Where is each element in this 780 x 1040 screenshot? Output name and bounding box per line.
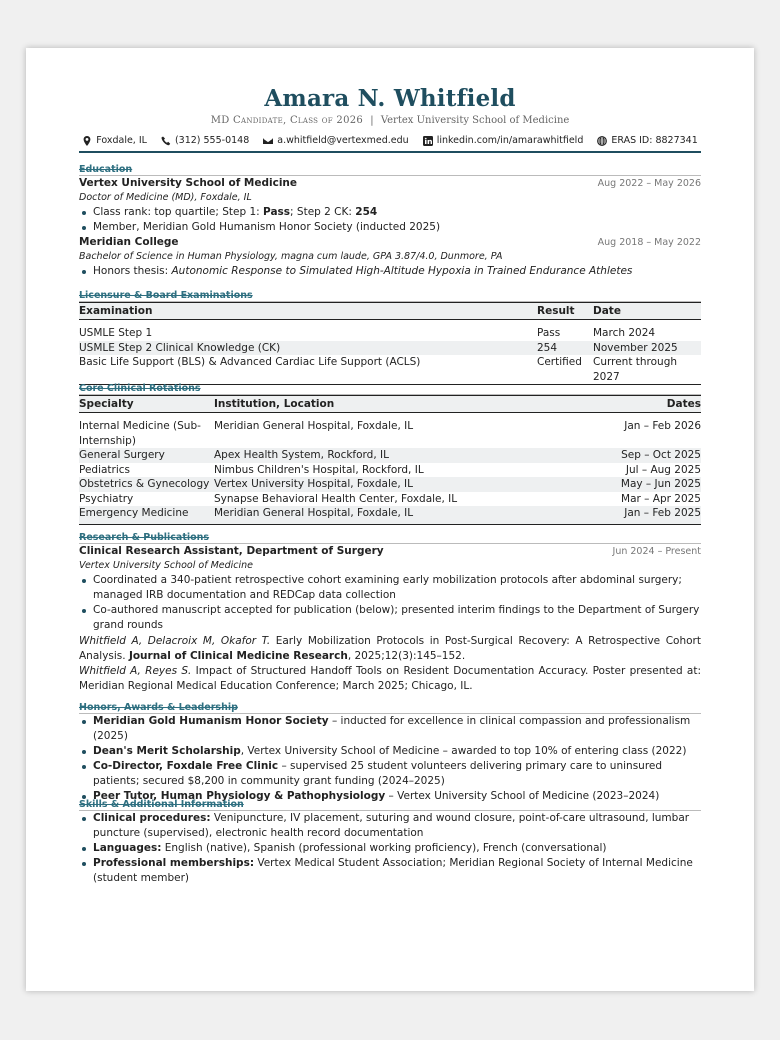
table-cell: Meridian General Hospital, Foxdale, IL — [214, 506, 591, 524]
column-header: Dates — [591, 396, 701, 413]
education-dates: Aug 2018 – May 2022 — [597, 237, 701, 248]
pub-citation: , 2025;12(3):145–152. — [347, 650, 466, 662]
table-row — [79, 448, 701, 463]
thesis-title: Autonomic Response to Simulated High-Altitude Hypoxia in Trained Endurance Athletes — [171, 265, 633, 277]
table-cell: November 2025 — [593, 341, 701, 356]
list-item: Co-authored manuscript accepted for publication (below); presented interim findings to the Department of Surgery grand rounds — [93, 604, 700, 631]
bullet-text: Class rank: top quartile; Step 1: — [93, 206, 264, 218]
table-cell: Jan – Feb 2025 — [591, 506, 701, 524]
table-row — [79, 326, 701, 341]
pub-journal: Journal of Clinical Medicine Research — [128, 650, 348, 662]
column-header: Result — [537, 303, 593, 320]
honors-list — [79, 714, 701, 804]
skill-label: Clinical procedures: — [93, 812, 211, 824]
education-dates: Aug 2022 – May 2026 — [597, 178, 701, 189]
honor-detail: – Vertex University School of Medicine (2023–2024) — [385, 790, 660, 802]
phone-icon — [161, 136, 171, 146]
header-rule — [79, 151, 701, 153]
section-title: Research & Publications — [79, 532, 701, 544]
column-header: Institution, Location — [214, 396, 591, 413]
eras-text: ERAS ID: 8827341 — [611, 135, 698, 146]
pub-authors: Whitfield A, Reyes S. — [79, 665, 192, 677]
degree-part: Bachelor of Science in Human Physiology, — [79, 251, 281, 262]
contact-email[interactable] — [263, 135, 408, 146]
school-name: Meridian College — [79, 236, 179, 248]
globe-icon — [597, 136, 607, 146]
candidate-school: Vertex University School of Medicine — [380, 115, 570, 126]
bullet-text: ; Step 2 CK: — [290, 206, 356, 218]
pub-title: Impact of Structured Handoff Tools on Resident Documentation Accuracy. Poster presented at: Meridian Regional Medical Education Conference; March 2025; Chicago, IL. — [79, 665, 701, 692]
list-item: Coordinated a 340-patient retrospective cohort examining early mobilization protocols after abdominal surgery; managed IRB documentation and REDCap data collection — [93, 573, 701, 603]
honor-name: Co-Director, Foxdale Free Clinic — [93, 760, 279, 772]
linkedin-icon — [423, 136, 433, 146]
list-item — [93, 811, 701, 841]
publication-2 — [79, 664, 701, 694]
table-row — [79, 477, 701, 492]
honor-detail: – supervised 25 student volunteers delivering primary care to uninsured patients; secured $8,200 in community grant funding (2024–2025) — [93, 760, 663, 787]
skills-section — [79, 799, 701, 886]
table-cell: Vertex University Hospital, Foxdale, IL — [214, 477, 591, 492]
contact-bar — [79, 135, 701, 146]
research-section — [79, 532, 701, 694]
contact-phone — [161, 135, 249, 146]
step1-result: Pass — [263, 206, 291, 218]
table-cell: 254 — [537, 341, 593, 356]
list-item — [93, 205, 701, 220]
list-item — [93, 841, 701, 856]
rotations-table — [79, 395, 701, 525]
table-cell: Certified — [537, 355, 593, 385]
step2-score: 254 — [355, 206, 378, 218]
section-title: Education — [79, 164, 701, 176]
skill-detail: English (native), Spanish (professional working proficiency), French (conversational) — [161, 842, 607, 854]
table-header-row — [79, 303, 701, 320]
school-name: Vertex University School of Medicine — [79, 177, 298, 189]
column-header: Examination — [79, 303, 537, 320]
pub-title: Early Mobilization Protocols in Post-Surgical Recovery: A Retrospective Cohort Analysis. — [79, 635, 701, 662]
honor-detail: – inducted for excellence in clinical compassion and professionalism (2025) — [93, 715, 691, 742]
email-text[interactable]: a.whitfield@vertexmed.edu — [277, 135, 409, 146]
candidate-subtitle — [79, 115, 701, 126]
research-org: Vertex University School of Medicine — [79, 560, 254, 571]
table-cell: Pass — [537, 327, 561, 339]
skill-detail: Venipuncture, IV placement, suturing and wound closure, point-of-care ultrasound, lumbar puncture (supervised), electronic health record documentation — [93, 812, 690, 839]
candidate-title: MD Candidate, Class of 2026 — [210, 115, 364, 126]
table-cell: Synapse Behavioral Health Center, Foxdale, IL — [214, 492, 458, 505]
table-cell: Apex Health System, Rockford, IL — [214, 448, 591, 463]
list-item — [93, 759, 701, 789]
honor-name: Dean's Merit Scholarship — [93, 745, 241, 757]
education-bullets — [79, 264, 701, 279]
table-row — [79, 341, 701, 356]
list-item — [93, 264, 701, 279]
research-dates: Jun 2024 – Present — [612, 546, 701, 557]
table-row — [79, 463, 701, 478]
table-cell: Internal Medicine (Sub-Internship) — [79, 420, 201, 447]
table-cell: Pediatrics — [79, 463, 131, 476]
phone-text: (312) 555-0148 — [174, 135, 250, 146]
education-bullets — [79, 205, 701, 235]
map-pin-icon — [82, 136, 92, 146]
section-title: Licensure & Board Examinations — [79, 290, 701, 302]
list-item: Member, Meridian Gold Humanism Honor Society (inducted 2025) — [93, 220, 701, 235]
table-cell: Jan – Feb 2026 — [624, 420, 701, 432]
table-row — [79, 355, 701, 385]
licensure-table — [79, 302, 701, 385]
table-cell: Emergency Medicine — [79, 506, 214, 524]
table-cell: Mar – Apr 2025 — [621, 492, 701, 505]
list-item — [93, 714, 701, 744]
candidate-name: Amara N. Whitfield — [264, 85, 516, 112]
table-row — [79, 506, 701, 524]
table-cell: Obstetrics & Gynecology — [79, 477, 214, 492]
research-role-row — [79, 544, 701, 559]
table-cell: May – Jun 2025 — [591, 477, 701, 492]
table-cell: USMLE Step 1 — [79, 327, 153, 339]
table-row — [79, 419, 701, 448]
section-title: Core Clinical Rotations — [79, 383, 701, 395]
contact-eras — [597, 135, 697, 146]
table-row — [79, 492, 701, 507]
honors-section — [79, 702, 701, 804]
skill-detail: Vertex Medical Student Association; Meridian Regional Society of Internal Medicine (student member) — [93, 857, 693, 884]
pub-authors: Whitfield A, Delacroix M, Okafor T. — [79, 635, 271, 647]
education-section — [79, 164, 701, 279]
table-cell: Nimbus Children's Hospital, Rockford, IL — [214, 463, 424, 476]
degree-part: , GPA 3.87/4.0, Dunmore, PA — [366, 251, 503, 262]
resume-page — [26, 48, 754, 991]
list-item — [93, 856, 701, 886]
table-cell: March 2024 — [593, 327, 656, 339]
skills-list — [79, 811, 701, 886]
table-cell: Jul – Aug 2025 — [625, 463, 701, 476]
degree-text — [79, 250, 701, 264]
envelope-icon — [263, 136, 273, 146]
table-cell: USMLE Step 2 Clinical Knowledge (CK) — [79, 341, 537, 356]
column-header: Date — [593, 303, 701, 320]
location-text: Foxdale, IL — [96, 135, 147, 146]
table-cell: Current through 2027 — [593, 355, 701, 385]
table-cell: Sep – Oct 2025 — [591, 448, 701, 463]
linkedin-text[interactable]: linkedin.com/in/amarawhitfield — [436, 135, 584, 146]
bullet-text: Honors thesis: — [93, 265, 172, 277]
honor-name: Meridian Gold Humanism Honor Society — [93, 715, 329, 727]
honor-detail: , Vertex University School of Medicine – awarded to top 10% of entering class (2022) — [240, 745, 687, 757]
contact-linkedin[interactable] — [423, 135, 584, 146]
table-cell: Basic Life Support (BLS) & Advanced Cardiac Life Support (ACLS) — [79, 355, 537, 385]
table-cell: General Surgery — [79, 448, 214, 463]
skill-label: Languages: — [93, 842, 162, 854]
degree-honors: magna cum laude — [280, 251, 367, 262]
table-header-row — [79, 396, 701, 413]
research-role: Clinical Research Assistant, Department of Surgery — [79, 545, 384, 557]
honor-name: Peer Tutor, Human Physiology & Pathophysiology — [93, 790, 386, 802]
contact-location — [82, 135, 147, 146]
table-cell: Psychiatry — [79, 492, 134, 505]
research-bullets — [79, 573, 701, 633]
degree-text: Doctor of Medicine (MD), Foxdale, IL — [79, 192, 252, 203]
education-entry-2 — [79, 235, 701, 250]
licensure-section — [79, 290, 701, 385]
list-item — [93, 744, 701, 759]
subtitle-separator: | — [370, 115, 374, 126]
publication-1 — [79, 634, 701, 664]
section-title: Skills & Additional Information — [79, 799, 701, 811]
rotations-section — [79, 383, 701, 525]
column-header: Specialty — [79, 396, 214, 413]
section-title: Honors, Awards & Leadership — [79, 702, 701, 714]
skill-label: Professional memberships: — [93, 857, 255, 869]
table-cell: Meridian General Hospital, Foxdale, IL — [214, 420, 414, 432]
education-entry-1 — [79, 176, 701, 191]
